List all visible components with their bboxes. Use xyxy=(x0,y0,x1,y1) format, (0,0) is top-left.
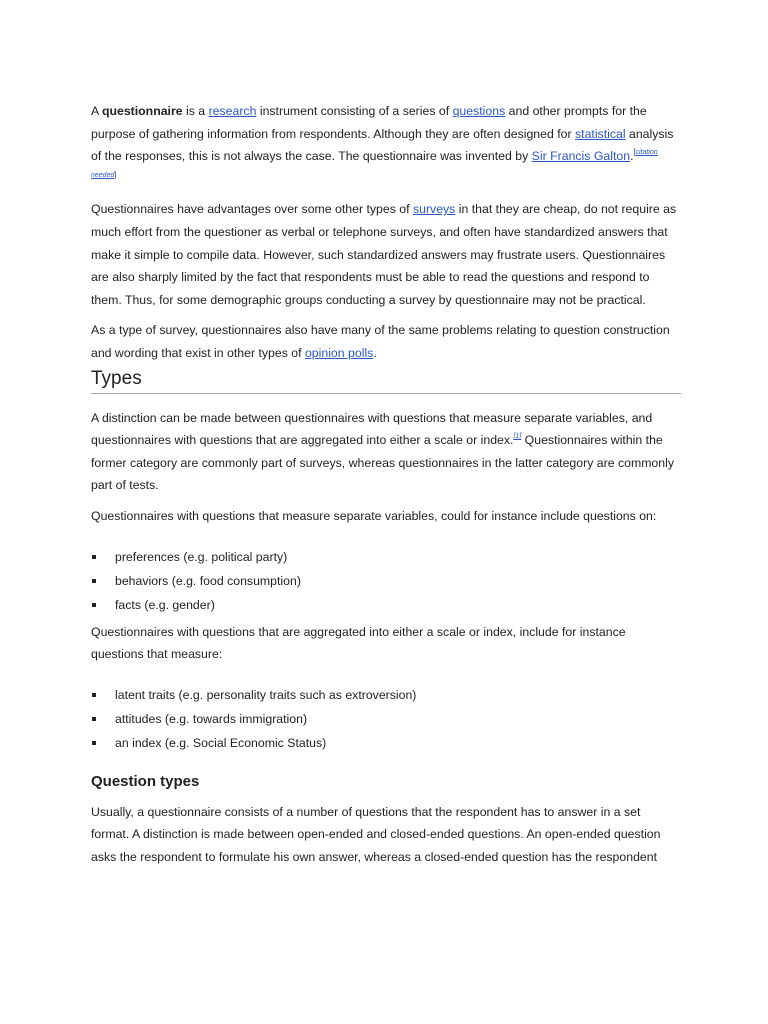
link-statistical[interactable]: statistical xyxy=(575,126,626,141)
bracket: ] xyxy=(114,171,117,179)
intro-paragraph-1 xyxy=(91,100,681,190)
list-item-text: attitudes (e.g. towards immigration) xyxy=(115,711,308,726)
list-item-text: latent traits (e.g. personality traits such as extroversion) xyxy=(115,687,417,702)
link-questions[interactable]: questions xyxy=(452,104,506,118)
intro-paragraph-2 xyxy=(91,198,681,311)
text: Questionnaires have advantages over some other types of xyxy=(91,202,413,217)
article-body xyxy=(91,100,681,868)
text: . xyxy=(630,149,634,164)
text: and other prompts for the purpose of gathering information from respondents. Although they are often designed for xyxy=(91,104,647,141)
list-item-text: facts (e.g. gender) xyxy=(115,597,215,612)
section-heading-question-types: Question types xyxy=(91,772,200,790)
text: Questionnaires within the former category are commonly part of surveys, whereas questionnaires in the latter category are commonly part of tests. xyxy=(91,433,674,493)
bullet-icon xyxy=(92,693,96,697)
list-item xyxy=(91,545,681,569)
types-paragraph-3: Questionnaires with questions that are aggregated into either a scale or index, include for instance questions that measure: xyxy=(91,624,626,662)
link-reference-1[interactable]: [1] xyxy=(513,433,522,441)
aggregated-list xyxy=(91,683,681,755)
list-item xyxy=(91,707,681,731)
bullet-icon xyxy=(92,603,96,607)
bracket: [ xyxy=(633,149,636,157)
link-opinion-polls[interactable]: opinion polls xyxy=(304,345,374,360)
link-surveys[interactable]: surveys xyxy=(412,202,456,217)
link-sir-francis-galton[interactable]: Sir Francis Galton xyxy=(531,149,631,164)
text: in that they are cheap, do not require as much effort from the questioner as verbal or telephone surveys, and often have standardized answers that make it simple to compile data. However, such standardized answers may frustrate users. Questionnaires are also sharply limited by the fact that respondents must be able to read the questions and respond to them. Thus, for some demographic groups conducting a survey by questionnaire may not be practical. xyxy=(91,202,677,307)
list-item-text: preferences (e.g. political party) xyxy=(115,549,288,564)
bullet-icon xyxy=(92,717,96,721)
text: analysis of the responses, this is not always the case. The questionnaire was invented by xyxy=(91,126,674,164)
text: A distinction can be made between questionnaires with questions that measure separate variables, and questionnaires with questions that are aggregated into either a scale or index. xyxy=(91,410,653,448)
intro-paragraph-3 xyxy=(91,319,681,364)
text: is a xyxy=(182,104,209,118)
question-types-paragraph-1: Usually, a questionnaire consists of a number of questions that the respondent has to answer in a set format. A distinction is made between open-ended and closed-ended questions. An open-ended question asks the respondent to formulate his own answer, whereas a closed-ended question has the respondent xyxy=(91,804,661,864)
link-citation-needed[interactable]: citation needed xyxy=(91,149,658,179)
list-item xyxy=(91,683,681,707)
text: instrument consisting of a series of xyxy=(256,104,453,118)
types-paragraph-2: Questionnaires with questions that measure separate variables, could for instance include questions on: xyxy=(91,508,657,523)
section-heading-types: Types xyxy=(91,367,681,394)
list-item xyxy=(91,569,681,593)
bullet-icon xyxy=(92,579,96,583)
separate-variables-list xyxy=(91,545,681,617)
list-item-text: an index (e.g. Social Economic Status) xyxy=(115,735,327,750)
link-research[interactable]: research xyxy=(208,104,257,118)
list-item xyxy=(91,731,681,755)
text: As a type of survey, questionnaires also have many of the same problems relating to question construction and wording that exist in other types of xyxy=(91,323,670,360)
bold-term: questionnaire xyxy=(101,104,183,118)
types-paragraph-1 xyxy=(91,407,681,497)
text: . xyxy=(373,345,377,360)
text: A xyxy=(91,104,102,118)
bullet-icon xyxy=(92,741,96,745)
bullet-icon xyxy=(92,555,96,559)
list-item xyxy=(91,593,681,617)
list-item-text: behaviors (e.g. food consumption) xyxy=(115,573,301,588)
